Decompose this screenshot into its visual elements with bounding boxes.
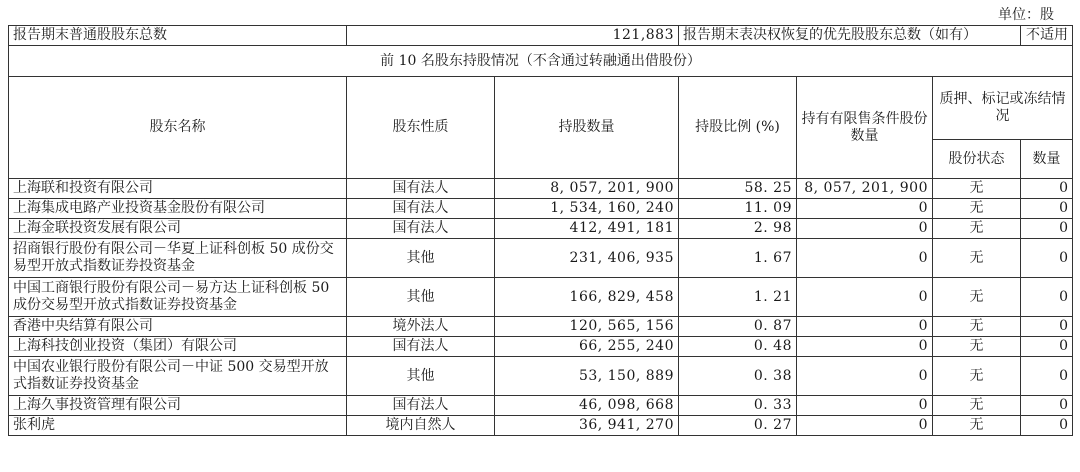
table-row [9, 199, 1073, 219]
summary-row [9, 26, 1073, 46]
restricted-shares: 0 [797, 337, 933, 357]
pledge-quantity: 0 [1021, 199, 1073, 219]
pledge-quantity: 0 [1021, 239, 1073, 278]
common-holders-value: 121,883 [347, 26, 679, 46]
restricted-shares: 0 [797, 357, 933, 396]
section-title: 前 10 名股东持股情况（不含通过转融通出借股份） [9, 46, 1073, 77]
shares-held: 53, 150, 889 [495, 357, 679, 396]
shareholder-nature: 国有法人 [347, 199, 495, 219]
restricted-shares: 0 [797, 199, 933, 219]
restricted-shares: 0 [797, 219, 933, 239]
holding-ratio: 0. 87 [679, 317, 797, 337]
shares-held: 120, 565, 156 [495, 317, 679, 337]
pledge-quantity: 0 [1021, 357, 1073, 396]
table-row [9, 317, 1073, 337]
pledge-quantity: 0 [1021, 396, 1073, 416]
table-row [9, 239, 1073, 278]
pledge-quantity: 0 [1021, 179, 1073, 199]
shareholder-name: 上海久事投资管理有限公司 [9, 396, 347, 416]
col-nature-header: 股东性质 [347, 77, 495, 179]
shareholder-nature: 国有法人 [347, 219, 495, 239]
col-restricted-header: 持有有限售条件股份数量 [797, 77, 933, 179]
shareholder-name: 中国农业银行股份有限公司－中证 500 交易型开放式指数证券投资基金 [9, 357, 347, 396]
pledge-quantity: 0 [1021, 337, 1073, 357]
shareholder-nature: 国有法人 [347, 396, 495, 416]
shareholder-name: 招商银行股份有限公司－华夏上证科创板 50 成份交易型开放式指数证券投资基金 [9, 239, 347, 278]
col-name-header: 股东名称 [9, 77, 347, 179]
restricted-shares: 8, 057, 201, 900 [797, 179, 933, 199]
pledge-status: 无 [933, 199, 1021, 219]
pledge-status: 无 [933, 337, 1021, 357]
shareholder-name: 中国工商银行股份有限公司－易方达上证科创板 50 成份交易型开放式指数证券投资基金 [9, 278, 347, 317]
pledge-status: 无 [933, 179, 1021, 199]
table-row [9, 278, 1073, 317]
shares-held: 36, 941, 270 [495, 416, 679, 436]
pledge-status: 无 [933, 357, 1021, 396]
pledge-status: 无 [933, 416, 1021, 436]
shareholder-nature: 其他 [347, 278, 495, 317]
col-pledge-qty-header: 数量 [1021, 140, 1073, 179]
holding-ratio: 1. 21 [679, 278, 797, 317]
shareholder-nature: 国有法人 [347, 179, 495, 199]
holding-ratio: 2. 98 [679, 219, 797, 239]
holding-ratio: 58. 25 [679, 179, 797, 199]
pledge-status: 无 [933, 278, 1021, 317]
shareholder-name: 上海联和投资有限公司 [9, 179, 347, 199]
shareholder-nature: 境外法人 [347, 317, 495, 337]
unit-label: 单位：股 [998, 7, 1054, 23]
holding-ratio: 0. 38 [679, 357, 797, 396]
col-ratio-header: 持股比例 (%) [679, 77, 797, 179]
pledge-quantity: 0 [1021, 219, 1073, 239]
shares-held: 66, 255, 240 [495, 337, 679, 357]
table-row [9, 179, 1073, 199]
section-title-row [9, 46, 1073, 77]
table-row [9, 396, 1073, 416]
holding-ratio: 1. 67 [679, 239, 797, 278]
shareholder-name: 张利虎 [9, 416, 347, 436]
pledge-status: 无 [933, 396, 1021, 416]
table-row [9, 337, 1073, 357]
shares-held: 412, 491, 181 [495, 219, 679, 239]
restricted-shares: 0 [797, 278, 933, 317]
common-holders-label: 报告期末普通股股东总数 [9, 26, 347, 46]
preferred-holders-value: 不适用 [1021, 26, 1073, 46]
shares-held: 46, 098, 668 [495, 396, 679, 416]
shareholder-name: 上海金联投资发展有限公司 [9, 219, 347, 239]
shares-held: 8, 057, 201, 900 [495, 179, 679, 199]
pledge-quantity: 0 [1021, 317, 1073, 337]
pledge-status: 无 [933, 317, 1021, 337]
shareholder-nature: 其他 [347, 239, 495, 278]
table-row [9, 219, 1073, 239]
restricted-shares: 0 [797, 396, 933, 416]
shares-held: 166, 829, 458 [495, 278, 679, 317]
table-row [9, 416, 1073, 436]
shareholder-nature: 其他 [347, 357, 495, 396]
preferred-holders-label: 报告期末表决权恢复的优先股股东总数（如有） [679, 26, 1021, 46]
table-row [9, 357, 1073, 396]
shareholder-name: 上海科技创业投资（集团）有限公司 [9, 337, 347, 357]
shareholder-nature: 境内自然人 [347, 416, 495, 436]
pledge-quantity: 0 [1021, 416, 1073, 436]
restricted-shares: 0 [797, 317, 933, 337]
col-pledge-status-header: 股份状态 [933, 140, 1021, 179]
restricted-shares: 0 [797, 416, 933, 436]
shares-held: 231, 406, 935 [495, 239, 679, 278]
shareholder-nature: 国有法人 [347, 337, 495, 357]
shareholder-name: 香港中央结算有限公司 [9, 317, 347, 337]
holding-ratio: 11. 09 [679, 199, 797, 219]
col-shares-header: 持股数量 [495, 77, 679, 179]
pledge-status: 无 [933, 239, 1021, 278]
header-row-1 [9, 77, 1073, 140]
shareholder-name: 上海集成电路产业投资基金股份有限公司 [9, 199, 347, 219]
shares-held: 1, 534, 160, 240 [495, 199, 679, 219]
col-pledge-group-header: 质押、标记或冻结情况 [933, 77, 1073, 140]
holding-ratio: 0. 48 [679, 337, 797, 357]
holding-ratio: 0. 33 [679, 396, 797, 416]
restricted-shares: 0 [797, 239, 933, 278]
holding-ratio: 0. 27 [679, 416, 797, 436]
pledge-status: 无 [933, 219, 1021, 239]
shareholder-table [8, 25, 1073, 436]
pledge-quantity: 0 [1021, 278, 1073, 317]
